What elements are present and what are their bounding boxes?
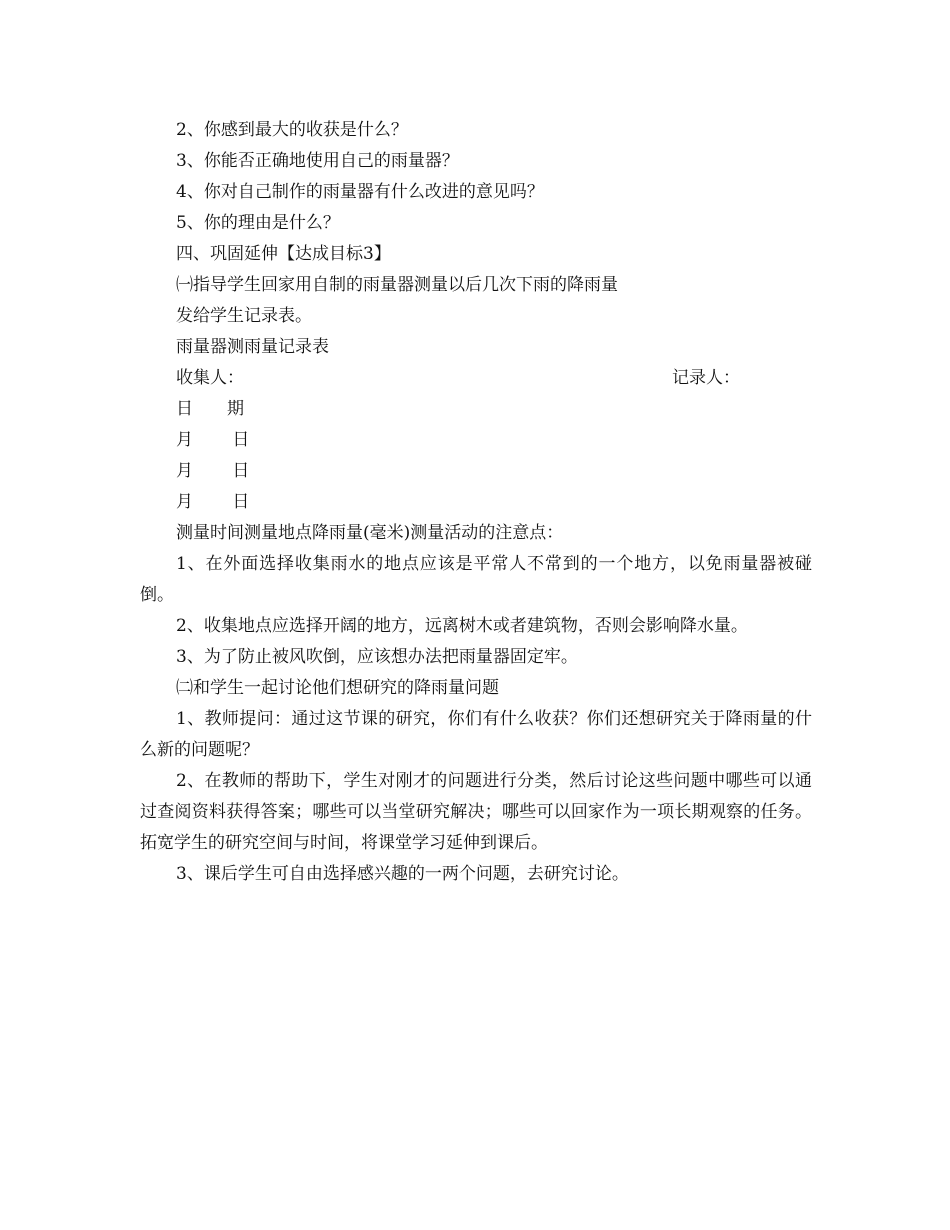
discussion-3: 3、课后学生可自由选择感兴趣的一两个问题，去研究讨论。 <box>176 864 629 884</box>
date-row: 月 日 <box>176 430 250 450</box>
subsection-two: ㈡和学生一起讨论他们想研究的降雨量问题 <box>176 678 499 698</box>
date-row: 月 日 <box>176 461 250 481</box>
table-title: 雨量器测雨量记录表 <box>176 337 329 357</box>
question-2: 2、你感到最大的收获是什么？ <box>176 120 408 140</box>
note-1: 1、在外面选择收集雨水的地点应该是平常人不常到的一个地方，以免雨量器被碰倒。 <box>140 554 812 605</box>
note-2: 2、收集地点应选择开阔的地方，远离树木或者建筑物，否则会影响降水量。 <box>176 616 748 636</box>
recorder-label: 记录人： <box>672 368 740 388</box>
section-heading: 四、巩固延伸【达成目标3】 <box>176 244 391 264</box>
question-3: 3、你能否正确地使用自己的雨量器？ <box>176 151 459 171</box>
discussion-2: 2、在教师的帮助下，学生对刚才的问题进行分类，然后讨论这些问题中哪些可以通过查阅资料获得答案；哪些可以当堂研究解决；哪些可以回家作为一项长期观察的任务。拓宽学生的研究空间与时间，将课堂学习延伸到课后。 <box>140 771 812 853</box>
question-4: 4、你对自己制作的雨量器有什么改进的意见吗？ <box>176 182 544 202</box>
column-headers-line: 测量时间测量地点降雨量(毫米)测量活动的注意点： <box>176 523 564 543</box>
handout-line: 发给学生记录表。 <box>176 306 312 326</box>
question-5: 5、你的理由是什么？ <box>176 213 340 233</box>
collector-label: 收集人： <box>176 368 244 388</box>
discussion-1: 1、教师提问：通过这节课的研究，你们有什么收获？你们还想研究关于降雨量的什么新的问题呢？ <box>140 709 812 760</box>
date-row: 月 日 <box>176 492 250 512</box>
note-3: 3、为了防止被风吹倒，应该想办法把雨量器固定牢。 <box>176 647 578 667</box>
date-header: 日 期 <box>176 399 244 419</box>
subsection-one: ㈠指导学生回家用自制的雨量器测量以后几次下雨的降雨量 <box>176 275 618 295</box>
